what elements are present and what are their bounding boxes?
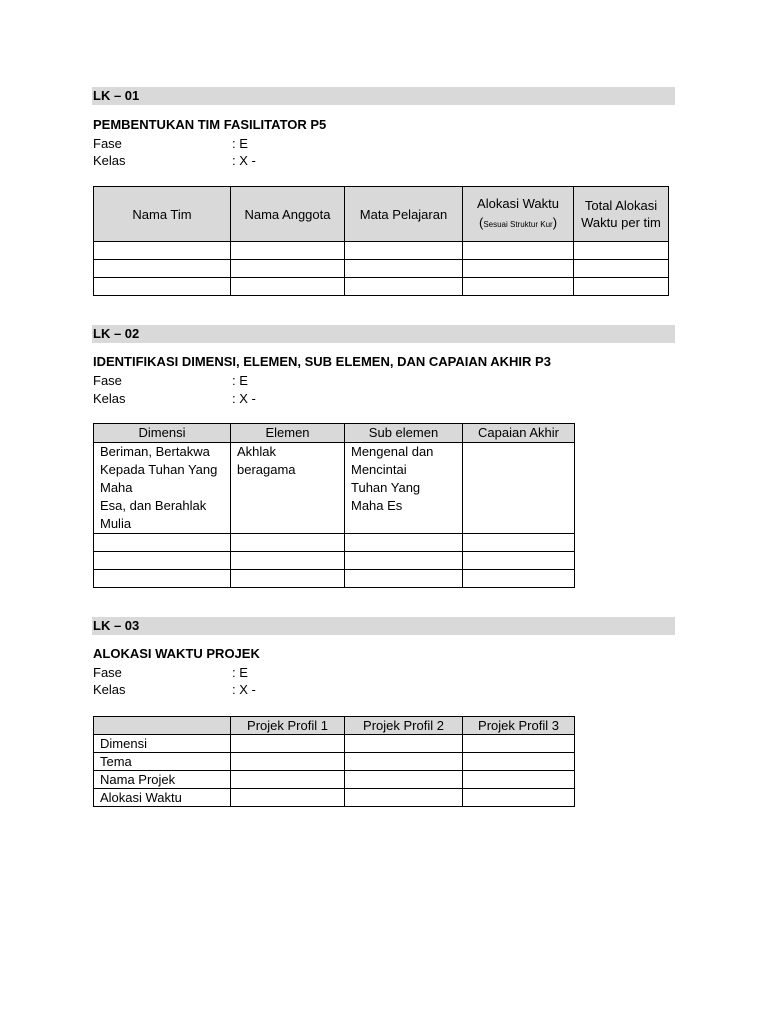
lk01-col-nama-tim: Nama Tim [94,187,231,242]
dimensi-text-line: Beriman, Bertakwa [100,444,210,459]
table-cell[interactable] [94,278,231,296]
lk03-header-row [94,717,575,735]
table-cell[interactable] [463,278,574,296]
lk01-title: PEMBENTUKAN TIM FASILITATOR P5 [93,117,327,132]
sub-elemen-text-line: Maha Es [351,498,403,513]
table-cell[interactable] [345,753,463,771]
dimensi-text-line: Esa, dan Berahlak [100,498,207,513]
lk03-table [93,716,575,807]
table-row [94,534,575,552]
table-cell[interactable] [574,242,669,260]
table-cell[interactable] [231,771,345,789]
table-cell[interactable] [345,570,463,588]
lk01-col-alokasi-waktu [463,187,574,242]
lk02-header-bar [92,325,675,343]
lk03-row-alokasi-waktu-label: Alokasi Waktu [94,789,231,807]
lk02-col-dimensi: Dimensi [94,424,231,443]
lk01-table [93,186,669,296]
table-cell[interactable] [463,570,575,588]
table-cell[interactable] [231,570,345,588]
lk02-sub-elemen-cell[interactable] [345,443,463,534]
table-cell[interactable] [463,789,575,807]
lk03-header: LK – 03 [93,618,140,633]
elemen-text-line: beragama [237,462,296,477]
table-cell[interactable] [463,753,575,771]
sub-elemen-text-line: Tuhan Yang [351,480,421,495]
lk03-kelas-label: Kelas [93,682,126,697]
table-cell[interactable] [94,242,231,260]
table-cell[interactable] [345,534,463,552]
lk03-fase-value: : E [232,665,248,680]
lk02-col-capaian-akhir: Capaian Akhir [463,424,575,443]
lk01-fase-label: Fase [93,136,122,151]
sub-elemen-text-line: Mengenal dan [351,444,434,459]
lk03-col-profil-3: Projek Profil 3 [463,717,575,735]
lk02-col-sub-elemen: Sub elemen [345,424,463,443]
sub-elemen-text-line: Mencintai [351,462,407,477]
table-row [94,753,575,771]
elemen-text-line: Akhlak [237,444,277,459]
lk03-kelas-value: : X - [232,682,256,697]
table-cell[interactable] [345,552,463,570]
table-row [94,443,575,534]
lk03-row-dimensi-label: Dimensi [94,735,231,753]
table-cell[interactable] [463,735,575,753]
lk02-header: LK – 02 [93,326,140,341]
table-cell[interactable] [463,771,575,789]
lk02-dimensi-cell[interactable] [94,443,231,534]
dimensi-text-line: Mulia [100,516,132,531]
lk01-col-nama-anggota: Nama Anggota [231,187,345,242]
lk03-col-profil-2: Projek Profil 2 [345,717,463,735]
table-cell[interactable] [463,552,575,570]
table-cell[interactable] [345,260,463,278]
lk01-fase-value: : E [232,136,248,151]
table-cell[interactable] [574,278,669,296]
table-row [94,735,575,753]
table-row [94,278,669,296]
dimensi-text-line: Kepada Tuhan Yang [100,462,218,477]
table-row [94,260,669,278]
lk02-table [93,423,575,588]
table-cell[interactable] [345,735,463,753]
lk01-alokasi-close: ) [552,215,558,230]
lk02-title: IDENTIFIKASI DIMENSI, ELEMEN, SUB ELEMEN, DAN CAPAIAN AKHIR P3 [93,354,551,369]
lk02-kelas-label: Kelas [93,391,126,406]
table-cell[interactable] [94,570,231,588]
table-cell[interactable] [463,260,574,278]
lk02-header-row [94,424,575,443]
table-cell[interactable] [231,242,345,260]
table-row [94,242,669,260]
lk01-kelas-label: Kelas [93,153,126,168]
lk01-kelas-value: : X - [232,153,256,168]
lk03-title: ALOKASI WAKTU PROJEK [93,646,260,661]
table-cell[interactable] [94,552,231,570]
lk03-fase-label: Fase [93,665,122,680]
table-cell[interactable] [345,278,463,296]
lk03-header-bar [92,617,675,635]
lk03-row-nama-projek-label: Nama Projek [94,771,231,789]
table-cell[interactable] [231,278,345,296]
table-cell[interactable] [345,242,463,260]
lk02-capaian-cell[interactable] [463,443,575,534]
lk02-col-elemen: Elemen [231,424,345,443]
table-cell[interactable] [574,260,669,278]
table-cell[interactable] [94,260,231,278]
lk01-alokasi-note: Sesuai Struktur Kur [483,220,553,229]
table-row [94,570,575,588]
lk03-row-tema-label: Tema [94,753,231,771]
lk01-col-total-alokasi: Total Alokasi Waktu per tim [574,187,669,242]
table-cell[interactable] [345,771,463,789]
table-cell[interactable] [231,735,345,753]
lk02-fase-value: : E [232,373,248,388]
table-row [94,789,575,807]
table-cell[interactable] [231,552,345,570]
table-cell[interactable] [463,242,574,260]
lk01-alokasi-open: ( [478,215,484,230]
lk02-kelas-value: : X - [232,391,256,406]
table-cell[interactable] [231,789,345,807]
lk01-col-mata-pelajaran: Mata Pelajaran [345,187,463,242]
lk02-fase-label: Fase [93,373,122,388]
table-cell[interactable] [231,753,345,771]
lk01-header: LK – 01 [93,88,140,103]
lk03-col-blank [94,717,231,735]
table-cell[interactable] [231,260,345,278]
table-cell[interactable] [94,534,231,552]
table-row [94,771,575,789]
lk01-header-bar [92,87,675,105]
table-cell[interactable] [231,534,345,552]
lk01-alokasi-label: Alokasi Waktu [477,196,559,211]
table-cell[interactable] [345,789,463,807]
table-row [94,552,575,570]
dimensi-text-line: Maha [100,480,133,495]
lk01-header-row [94,187,669,242]
lk02-elemen-cell[interactable] [231,443,345,534]
lk03-col-profil-1: Projek Profil 1 [231,717,345,735]
table-cell[interactable] [463,534,575,552]
